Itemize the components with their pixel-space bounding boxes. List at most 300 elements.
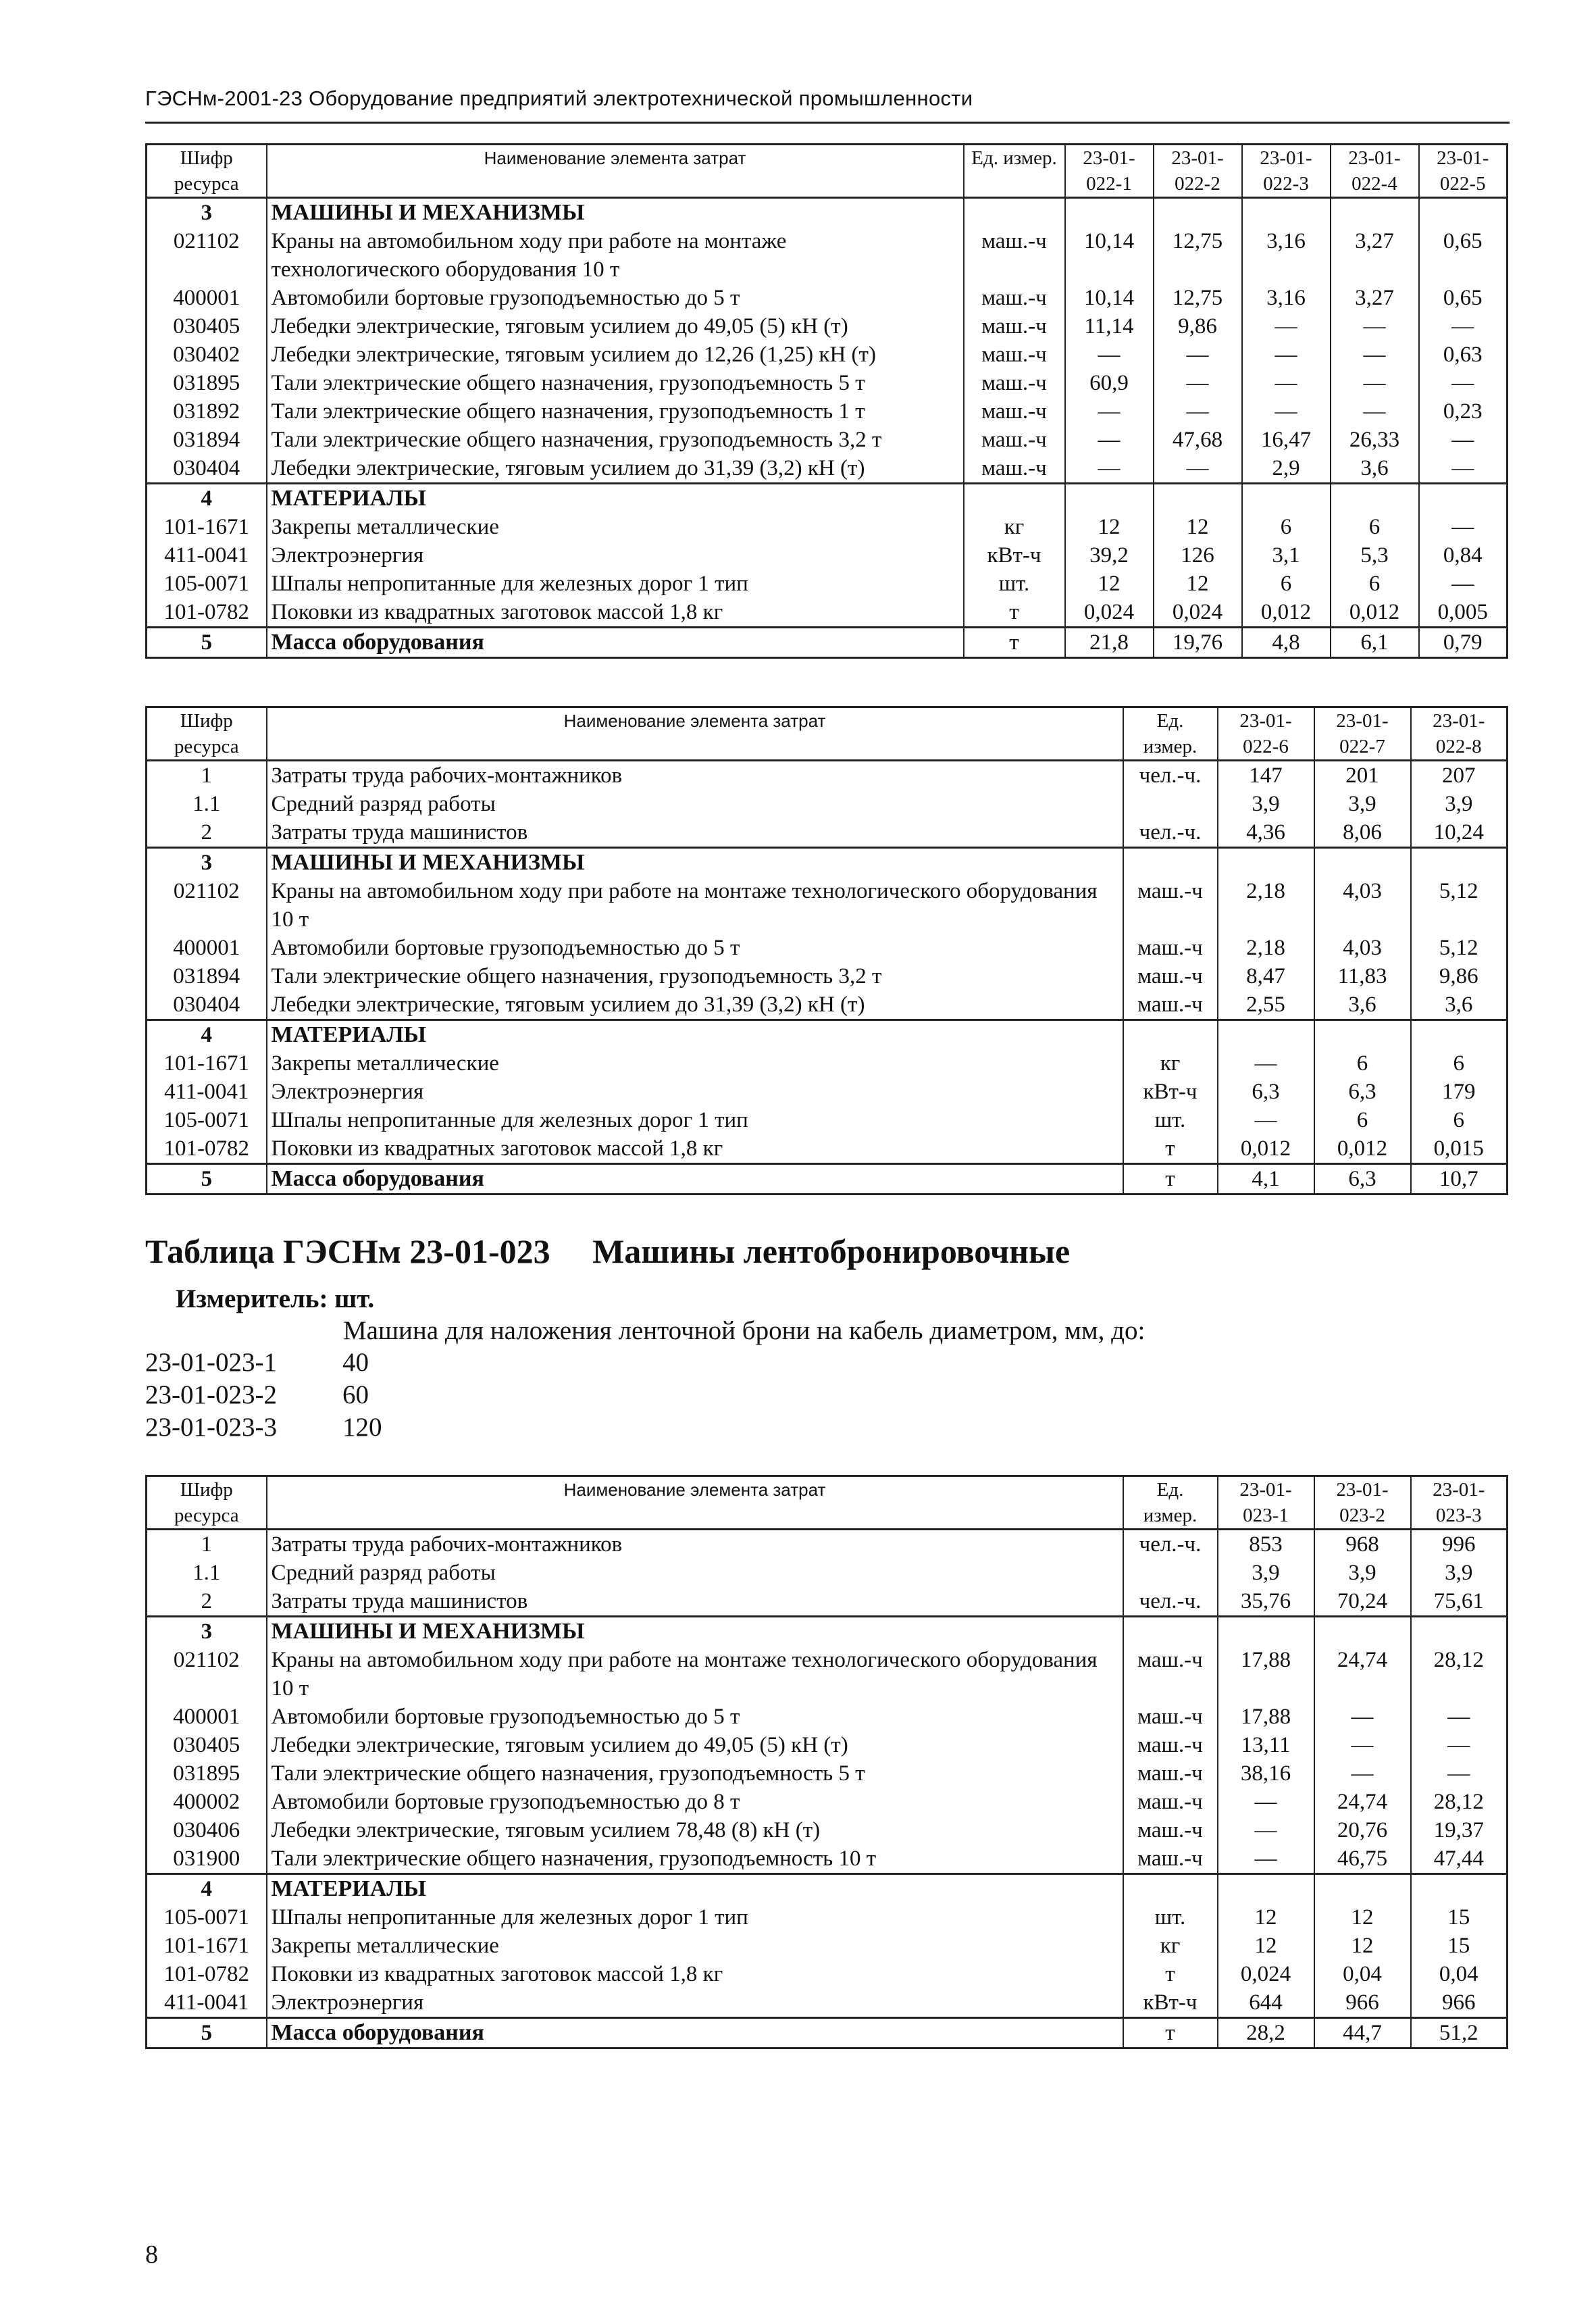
header-col-code: 23-01-022-6	[1218, 707, 1314, 761]
resource-value: —	[1065, 426, 1154, 454]
resource-value: —	[1331, 397, 1419, 426]
resource-code: 101-0782	[147, 1960, 267, 1988]
resource-value: 0,84	[1419, 541, 1508, 570]
resource-name: МАШИНЫ И МЕХАНИЗМЫ	[267, 198, 964, 228]
item-diameter: 60	[342, 1380, 369, 1409]
resource-value: 12	[1065, 513, 1154, 541]
resource-value: 3,9	[1411, 1559, 1508, 1587]
resource-code: 031894	[147, 962, 267, 990]
resource-unit: кВт-ч	[1123, 1988, 1218, 2018]
resource-value	[1411, 1617, 1508, 1646]
resource-value: 10,14	[1065, 227, 1154, 284]
resource-unit	[1123, 1020, 1218, 1050]
resource-value: 12	[1154, 570, 1242, 598]
resource-unit: кг	[964, 513, 1065, 541]
resource-value: 5,12	[1411, 934, 1508, 962]
resource-value: 3,9	[1218, 790, 1314, 818]
resource-name: Тали электрические общего назначения, грузоподъемность 5 т	[267, 369, 964, 397]
resource-code: 101-0782	[147, 598, 267, 628]
resource-name: МАШИНЫ И МЕХАНИЗМЫ	[267, 1617, 1123, 1646]
resource-value: 17,88	[1218, 1703, 1314, 1731]
resource-value: 0,04	[1314, 1960, 1411, 1988]
resource-name: Масса оборудования	[267, 628, 964, 658]
resource-name: Закрепы металлические	[267, 513, 964, 541]
resource-value: 8,06	[1314, 818, 1411, 848]
resource-name: Лебедки электрические, тяговым усилием до 49,05 (5) кН (т)	[267, 312, 964, 341]
table-row	[147, 426, 1508, 454]
resource-value: 2,18	[1218, 934, 1314, 962]
resource-code: 030405	[147, 1731, 267, 1759]
resource-value: 3,27	[1331, 284, 1419, 312]
resource-value: 3,9	[1314, 1559, 1411, 1587]
resource-unit: шт.	[964, 570, 1065, 598]
measure-unit: Измеритель: шт.	[176, 1284, 375, 1313]
resource-value: 6,3	[1218, 1078, 1314, 1106]
resource-name: Тали электрические общего назначения, грузоподъемность 3,2 т	[267, 962, 1123, 990]
resource-unit: маш.-ч	[964, 341, 1065, 369]
table-row	[147, 1932, 1508, 1960]
header-unit: Ед. измер.	[1123, 1476, 1218, 1530]
resource-value: 15	[1411, 1903, 1508, 1932]
resource-value: 6	[1242, 570, 1331, 598]
section-row	[147, 1874, 1508, 1904]
resource-value: 15	[1411, 1932, 1508, 1960]
resource-code: 400002	[147, 1788, 267, 1816]
resource-code: 030406	[147, 1816, 267, 1844]
table-row	[147, 570, 1508, 598]
resource-value: 24,74	[1314, 1646, 1411, 1703]
table-row	[147, 1646, 1508, 1703]
table-row	[147, 1788, 1508, 1816]
resource-code: 021102	[147, 877, 267, 934]
resource-value: —	[1419, 312, 1508, 341]
resource-code: 031895	[147, 369, 267, 397]
resource-value: —	[1242, 312, 1331, 341]
resource-value: 966	[1411, 1988, 1508, 2018]
resource-value: 12	[1314, 1932, 1411, 1960]
resource-name: Электроэнергия	[267, 1078, 1123, 1106]
resource-value	[1218, 1020, 1314, 1050]
resource-code: 1.1	[147, 790, 267, 818]
resource-code: 4	[147, 1874, 267, 1904]
resource-value: 0,65	[1419, 227, 1508, 284]
header-code: Шифр ресурса	[147, 145, 267, 198]
resource-name: Краны на автомобильном ходу при работе на монтаже технологического оборудования 10 т	[267, 877, 1123, 934]
resource-value: 0,024	[1154, 598, 1242, 628]
resource-name: Тали электрические общего назначения, грузоподъемность 3,2 т	[267, 426, 964, 454]
resource-value: 11,83	[1314, 962, 1411, 990]
resource-value: 17,88	[1218, 1646, 1314, 1703]
resource-code: 031892	[147, 397, 267, 426]
resource-value: 16,47	[1242, 426, 1331, 454]
resource-value: 2,9	[1242, 454, 1331, 484]
resource-value: —	[1419, 426, 1508, 454]
table-header-row	[147, 1476, 1508, 1530]
resource-value: 0,012	[1314, 1134, 1411, 1164]
resource-code: 105-0071	[147, 1903, 267, 1932]
resource-value: 20,76	[1314, 1816, 1411, 1844]
resource-value: 6	[1331, 570, 1419, 598]
resource-name: Лебедки электрические, тяговым усилием 78,48 (8) кН (т)	[267, 1816, 1123, 1844]
header-col-code: 23-01-022-5	[1419, 145, 1508, 198]
resource-value: 179	[1411, 1078, 1508, 1106]
section-row	[147, 1020, 1508, 1050]
resource-value: 6	[1314, 1049, 1411, 1078]
resource-code: 1	[147, 761, 267, 790]
table-row	[147, 397, 1508, 426]
resource-value	[1065, 198, 1154, 228]
resource-value: 3,16	[1242, 284, 1331, 312]
resource-code: 105-0071	[147, 570, 267, 598]
resource-value	[1242, 484, 1331, 513]
resource-unit: т	[964, 628, 1065, 658]
resource-value	[1314, 1617, 1411, 1646]
section-row	[147, 2018, 1508, 2048]
table-row	[147, 877, 1508, 934]
code-list	[145, 1347, 382, 1444]
table-header-row	[147, 145, 1508, 198]
resource-code: 101-1671	[147, 1049, 267, 1078]
table-row	[147, 790, 1508, 818]
table-row	[147, 934, 1508, 962]
resource-value: 0,012	[1331, 598, 1419, 628]
resource-value: —	[1411, 1703, 1508, 1731]
table-row	[147, 284, 1508, 312]
page-number: 8	[145, 2240, 158, 2269]
resource-unit: маш.-ч	[964, 312, 1065, 341]
resource-value: 12	[1218, 1903, 1314, 1932]
resource-value	[1331, 484, 1419, 513]
resource-unit: маш.-ч	[1123, 1788, 1218, 1816]
header-col-code: 23-01-023-3	[1411, 1476, 1508, 1530]
resource-code: 3	[147, 198, 267, 228]
resource-name: Тали электрические общего назначения, грузоподъемность 1 т	[267, 397, 964, 426]
resource-name: Закрепы металлические	[267, 1932, 1123, 1960]
resource-code: 101-1671	[147, 513, 267, 541]
code-list-item	[145, 1379, 382, 1411]
resource-unit: шт.	[1123, 1106, 1218, 1134]
resource-name: Краны на автомобильном ходу при работе на монтаже технологического оборудования 10 т	[267, 1646, 1123, 1703]
resource-code: 031895	[147, 1759, 267, 1788]
resource-name: Лебедки электрические, тяговым усилием до 49,05 (5) кН (т)	[267, 1731, 1123, 1759]
table-row	[147, 962, 1508, 990]
resource-value: 47,68	[1154, 426, 1242, 454]
resource-value: 0,005	[1419, 598, 1508, 628]
resource-value	[1314, 1020, 1411, 1050]
header-unit: Ед. измер.	[1123, 707, 1218, 761]
header-col-code: 23-01-022-1	[1065, 145, 1154, 198]
table-row	[147, 1844, 1508, 1874]
resource-code: 1.1	[147, 1559, 267, 1587]
resource-value: 853	[1218, 1530, 1314, 1559]
resource-name: Лебедки электрические, тяговым усилием до 31,39 (3,2) кН (т)	[267, 990, 1123, 1020]
resource-value: 0,63	[1419, 341, 1508, 369]
resource-name: Автомобили бортовые грузоподъемностью до 8 т	[267, 1788, 1123, 1816]
resource-code: 021102	[147, 227, 267, 284]
resource-unit: маш.-ч	[1123, 1759, 1218, 1788]
resource-unit: чел.-ч.	[1123, 761, 1218, 790]
resource-unit	[1123, 1617, 1218, 1646]
section-row	[147, 628, 1508, 658]
header-code: Шифр ресурса	[147, 1476, 267, 1530]
resource-unit: чел.-ч.	[1123, 1530, 1218, 1559]
header-name: Наименование элемента затрат	[267, 707, 1123, 761]
table-row	[147, 369, 1508, 397]
resource-value	[1419, 198, 1508, 228]
resource-name: МАТЕРИАЛЫ	[267, 484, 964, 513]
resource-unit: маш.-ч	[964, 454, 1065, 484]
resource-name: Средний разряд работы	[267, 1559, 1123, 1587]
table-row	[147, 1106, 1508, 1134]
table-row	[147, 1703, 1508, 1731]
resource-value: 13,11	[1218, 1731, 1314, 1759]
table-row	[147, 1988, 1508, 2018]
resource-unit	[1123, 848, 1218, 878]
table-row	[147, 227, 1508, 284]
resource-value: 2,18	[1218, 877, 1314, 934]
resource-value	[1065, 484, 1154, 513]
item-diameter: 120	[342, 1413, 382, 1442]
resource-name: Затраты труда рабочих-монтажников	[267, 761, 1123, 790]
table-row	[147, 312, 1508, 341]
resource-value: —	[1411, 1731, 1508, 1759]
table-row	[147, 454, 1508, 484]
resource-value: 10,24	[1411, 818, 1508, 848]
resource-value: 6	[1314, 1106, 1411, 1134]
code-list-item	[145, 1411, 382, 1444]
resource-value	[1154, 198, 1242, 228]
resource-unit: маш.-ч	[1123, 1646, 1218, 1703]
resource-value: —	[1331, 341, 1419, 369]
resource-unit: маш.-ч	[1123, 934, 1218, 962]
resource-name: Затраты труда рабочих-монтажников	[267, 1530, 1123, 1559]
resource-unit: маш.-ч	[1123, 877, 1218, 934]
resource-value: 9,86	[1154, 312, 1242, 341]
resource-unit: т	[1123, 1134, 1218, 1164]
section-row	[147, 484, 1508, 513]
resource-name: Автомобили бортовые грузоподъемностью до 5 т	[267, 1703, 1123, 1731]
resource-code: 030404	[147, 990, 267, 1020]
resource-value: 24,74	[1314, 1788, 1411, 1816]
resource-value: 3,27	[1331, 227, 1419, 284]
resource-code: 030402	[147, 341, 267, 369]
resource-code: 4	[147, 484, 267, 513]
resource-code: 101-0782	[147, 1134, 267, 1164]
running-header: ГЭСНм-2001-23 Оборудование предприятий электротехнической промышленности	[145, 86, 973, 110]
table-row	[147, 513, 1508, 541]
resource-unit: кВт-ч	[964, 541, 1065, 570]
resource-value: —	[1242, 397, 1331, 426]
resource-code: 031894	[147, 426, 267, 454]
resource-unit	[964, 198, 1065, 228]
resource-value: 28,2	[1218, 2018, 1314, 2048]
header-unit: Ед. измер.	[964, 145, 1065, 198]
header-code: Шифр ресурса	[147, 707, 267, 761]
resource-value: 4,1	[1218, 1164, 1314, 1194]
resource-code: 411-0041	[147, 1078, 267, 1106]
table-row	[147, 1530, 1508, 1559]
resource-value: 10,7	[1411, 1164, 1508, 1194]
item-diameter: 40	[342, 1348, 369, 1377]
resource-code: 3	[147, 1617, 267, 1646]
resource-unit: маш.-ч	[964, 284, 1065, 312]
resource-code: 5	[147, 2018, 267, 2048]
resource-unit	[1123, 1874, 1218, 1904]
resource-value: —	[1314, 1731, 1411, 1759]
section-row	[147, 848, 1508, 878]
table-row	[147, 541, 1508, 570]
resource-unit: маш.-ч	[1123, 1731, 1218, 1759]
resource-unit: чел.-ч.	[1123, 818, 1218, 848]
header-name: Наименование элемента затрат	[267, 1476, 1123, 1530]
resource-value: 26,33	[1331, 426, 1419, 454]
resource-name: Шпалы непропитанные для железных дорог 1 тип	[267, 1903, 1123, 1932]
resource-value: 4,36	[1218, 818, 1314, 848]
item-code: 23-01-023-1	[145, 1348, 277, 1377]
resource-value: 19,76	[1154, 628, 1242, 658]
resource-value: 201	[1314, 761, 1411, 790]
resource-value: 19,37	[1411, 1816, 1508, 1844]
resource-value: 147	[1218, 761, 1314, 790]
resource-value: —	[1331, 369, 1419, 397]
resource-unit: маш.-ч	[1123, 1844, 1218, 1874]
resource-value: 5,3	[1331, 541, 1419, 570]
resource-value: 966	[1314, 1988, 1411, 2018]
resource-value: 4,03	[1314, 934, 1411, 962]
resource-value: 0,012	[1242, 598, 1331, 628]
resource-unit: т	[1123, 2018, 1218, 2048]
header-rule	[145, 122, 1510, 124]
header-col-code: 23-01-022-7	[1314, 707, 1411, 761]
resource-value: —	[1411, 1759, 1508, 1788]
resource-value: 4,03	[1314, 877, 1411, 934]
resource-value: 6	[1242, 513, 1331, 541]
resource-value	[1218, 848, 1314, 878]
resource-value: 51,2	[1411, 2018, 1508, 2048]
resource-value: 12	[1154, 513, 1242, 541]
resource-table-022-1-5	[145, 143, 1508, 659]
resource-value	[1331, 198, 1419, 228]
resource-table-022-6-8	[145, 706, 1508, 1195]
resource-value: —	[1242, 369, 1331, 397]
resource-value: —	[1314, 1759, 1411, 1788]
resource-name: МАТЕРИАЛЫ	[267, 1874, 1123, 1904]
resource-value	[1218, 1874, 1314, 1904]
header-name: Наименование элемента затрат	[267, 145, 964, 198]
section-row	[147, 1617, 1508, 1646]
resource-value: —	[1065, 397, 1154, 426]
resource-value	[1314, 848, 1411, 878]
resource-name: МАШИНЫ И МЕХАНИЗМЫ	[267, 848, 1123, 878]
resource-value: 4,8	[1242, 628, 1331, 658]
header-col-code: 23-01-023-1	[1218, 1476, 1314, 1530]
resource-value: —	[1242, 341, 1331, 369]
resource-value	[1218, 1617, 1314, 1646]
resource-code: 400001	[147, 1703, 267, 1731]
resource-unit: чел.-ч.	[1123, 1587, 1218, 1617]
resource-value: —	[1154, 397, 1242, 426]
resource-value	[1154, 484, 1242, 513]
resource-value: 21,8	[1065, 628, 1154, 658]
resource-code: 101-1671	[147, 1932, 267, 1960]
resource-unit: маш.-ч	[1123, 990, 1218, 1020]
resource-value: —	[1065, 454, 1154, 484]
resource-name: Тали электрические общего назначения, грузоподъемность 5 т	[267, 1759, 1123, 1788]
resource-value: 3,9	[1314, 790, 1411, 818]
resource-value: 12,75	[1154, 284, 1242, 312]
table-row	[147, 990, 1508, 1020]
table-description: Машина для наложения ленточной брони на кабель диаметром, мм, до:	[343, 1316, 1145, 1345]
resource-code: 030405	[147, 312, 267, 341]
resource-value: 3,6	[1314, 990, 1411, 1020]
resource-value: —	[1154, 454, 1242, 484]
resource-value: 28,12	[1411, 1788, 1508, 1816]
resource-name: Закрепы металлические	[267, 1049, 1123, 1078]
resource-value: 6	[1331, 513, 1419, 541]
resource-value: 70,24	[1314, 1587, 1411, 1617]
resource-value: 3,6	[1331, 454, 1419, 484]
resource-value: —	[1218, 1844, 1314, 1874]
resource-value: 3,16	[1242, 227, 1331, 284]
table-header-row	[147, 707, 1508, 761]
resource-name: Затраты труда машинистов	[267, 818, 1123, 848]
resource-code: 400001	[147, 934, 267, 962]
resource-name: Автомобили бортовые грузоподъемностью до 5 т	[267, 284, 964, 312]
resource-value: 12	[1065, 570, 1154, 598]
resource-code: 411-0041	[147, 541, 267, 570]
resource-value: 8,47	[1218, 962, 1314, 990]
table-row	[147, 1731, 1508, 1759]
resource-name: Поковки из квадратных заготовок массой 1,8 кг	[267, 598, 964, 628]
resource-name: Поковки из квадратных заготовок массой 1,8 кг	[267, 1134, 1123, 1164]
section-row	[147, 198, 1508, 228]
item-code: 23-01-023-3	[145, 1413, 277, 1442]
item-code: 23-01-023-2	[145, 1380, 277, 1409]
resource-unit: т	[964, 598, 1065, 628]
resource-value	[1411, 848, 1508, 878]
resource-value: 6,3	[1314, 1078, 1411, 1106]
resource-value: 3,9	[1218, 1559, 1314, 1587]
resource-name: Масса оборудования	[267, 1164, 1123, 1194]
resource-value: 6	[1411, 1049, 1508, 1078]
resource-value: 46,75	[1314, 1844, 1411, 1874]
resource-unit: маш.-ч	[964, 397, 1065, 426]
resource-name: Шпалы непропитанные для железных дорог 1 тип	[267, 570, 964, 598]
header-col-code: 23-01-022-3	[1242, 145, 1331, 198]
resource-value: —	[1154, 369, 1242, 397]
resource-unit: маш.-ч	[1123, 1816, 1218, 1844]
resource-value: 12	[1218, 1932, 1314, 1960]
resource-code: 1	[147, 1530, 267, 1559]
resource-name: Поковки из квадратных заготовок массой 1,8 кг	[267, 1960, 1123, 1988]
table-row	[147, 1134, 1508, 1164]
resource-unit: т	[1123, 1164, 1218, 1194]
resource-code: 4	[147, 1020, 267, 1050]
resource-code: 105-0071	[147, 1106, 267, 1134]
resource-value: 3,9	[1411, 790, 1508, 818]
table-row	[147, 1587, 1508, 1617]
table-row	[147, 1759, 1508, 1788]
resource-value: 60,9	[1065, 369, 1154, 397]
header-col-code: 23-01-022-8	[1411, 707, 1508, 761]
table-title: Таблица ГЭСНм 23-01-023 Машины лентобронировочные	[145, 1232, 1071, 1270]
resource-name: МАТЕРИАЛЫ	[267, 1020, 1123, 1050]
resource-value: 6,1	[1331, 628, 1419, 658]
resource-value: —	[1331, 312, 1419, 341]
resource-unit: кг	[1123, 1932, 1218, 1960]
resource-name: Краны на автомобильном ходу при работе на монтаже технологического оборудования 10 т	[267, 227, 964, 284]
table-row	[147, 341, 1508, 369]
